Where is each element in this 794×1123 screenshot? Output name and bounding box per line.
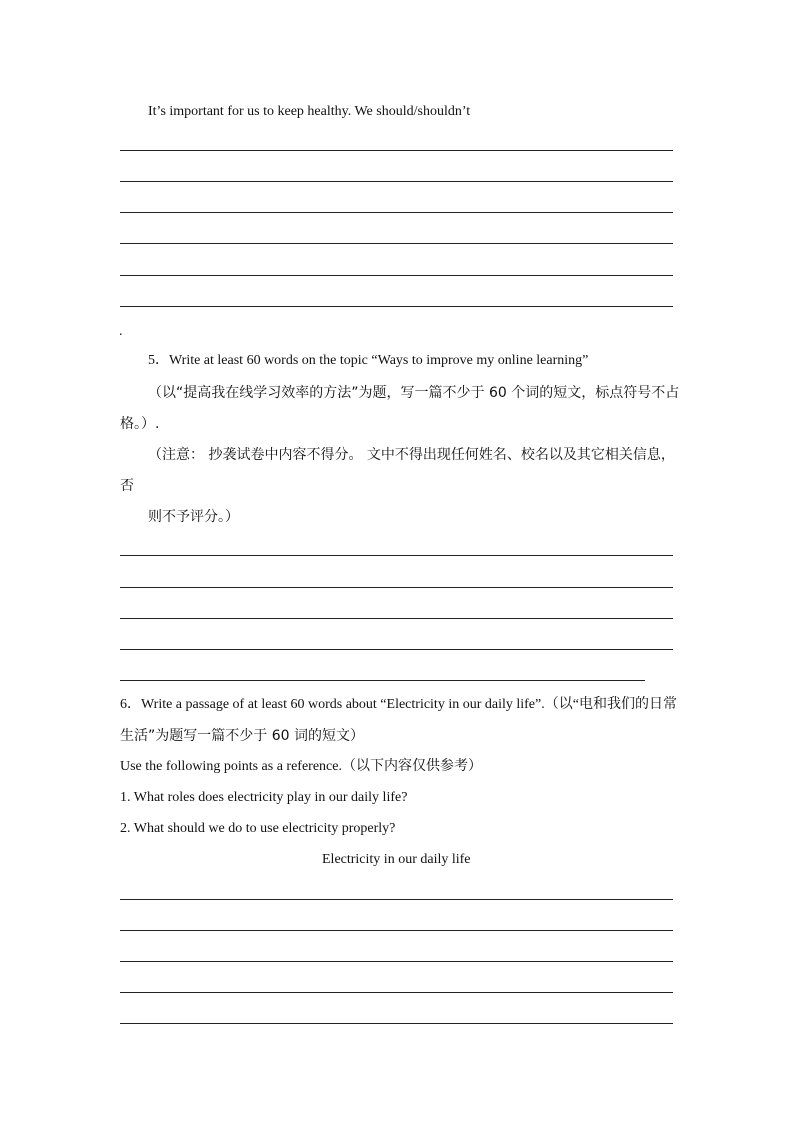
section5-note-line3: 则不予评分。） xyxy=(148,509,239,525)
writing-line xyxy=(120,306,673,307)
writing-line xyxy=(120,243,673,244)
writing-line xyxy=(120,212,673,213)
writing-line xyxy=(120,618,673,619)
writing-line xyxy=(120,899,673,900)
trailing-dot: . xyxy=(119,324,123,339)
writing-line xyxy=(120,649,673,650)
writing-line xyxy=(120,680,645,681)
section5-instruction-line2: 格。）. xyxy=(120,416,160,432)
section6-title: Electricity in our daily life xyxy=(322,852,471,867)
section6-point1: 1. What roles does electricity play in our daily life? xyxy=(120,790,408,805)
writing-line xyxy=(120,181,673,182)
section6-reference: Use the following points as a reference.（以下内容仅供参考） xyxy=(120,759,482,774)
section6-point2: 2. What should we do to use electricity properly? xyxy=(120,821,396,836)
writing-line xyxy=(120,930,673,931)
section5-instruction-line1: （以“提高我在线学习效率的方法”为题，写一篇不少于 60 个词的短文，标点符号不占 xyxy=(148,385,680,401)
writing-line xyxy=(120,587,673,588)
writing-line xyxy=(120,275,673,276)
section5-note-line1: （注意： 抄袭试卷中内容不得分。 文中不得出现任何姓名、校名以及其它相关信息， xyxy=(148,447,675,463)
section6-heading-line1: 6．Write a passage of at least 60 words about “Electricity in our daily life”.（以“电和我们的日常 xyxy=(120,697,677,712)
section6-heading-line2: 生活”为题写一篇不少于 60 词的短文） xyxy=(120,728,364,744)
section4-prompt: It’s important for us to keep healthy. We should/shouldn’t xyxy=(148,104,471,119)
section5-note-line2: 否 xyxy=(120,478,134,494)
writing-line xyxy=(120,150,673,151)
section5-heading: 5．Write at least 60 words on the topic “Ways to improve my online learning” xyxy=(148,353,589,368)
writing-line xyxy=(120,1023,673,1024)
writing-line xyxy=(120,961,673,962)
writing-line xyxy=(120,992,673,993)
writing-line xyxy=(120,555,673,556)
